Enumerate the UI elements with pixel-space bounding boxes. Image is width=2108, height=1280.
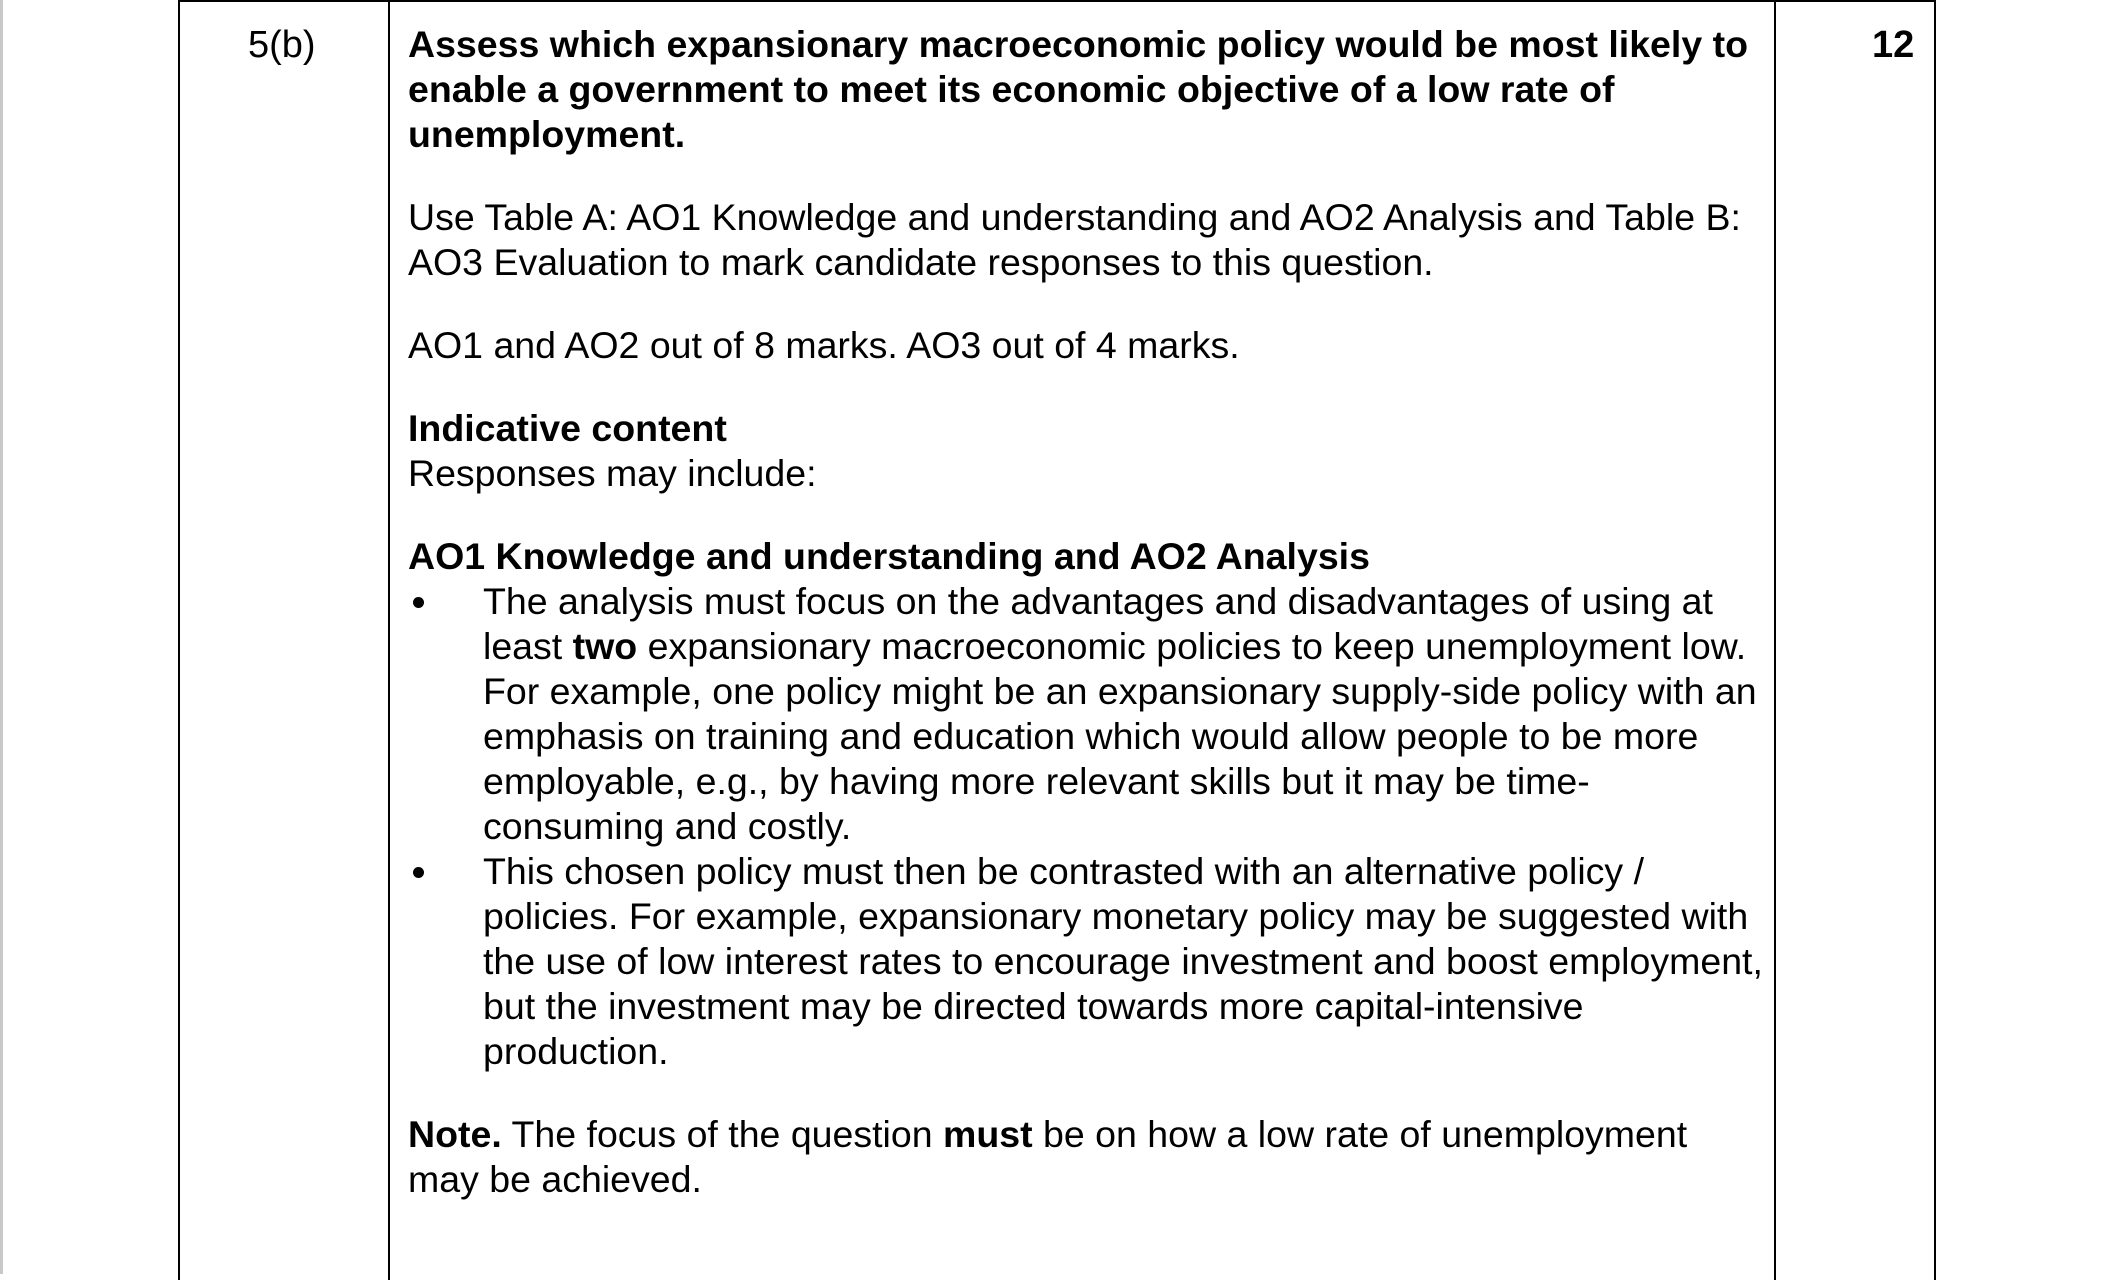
responses-intro: Responses may include: — [408, 452, 817, 494]
bullet-item-2 — [408, 849, 1768, 1074]
question-number: 5(b) — [248, 24, 316, 66]
bullet-2-text: This chosen policy must then be contrasted with an alternative policy / policies. For example, expansionary monetary policy may be suggested with the use of low interest rates to encourage investment and boost employment, but the investment may be directed towards more capital-intensive production. — [483, 850, 1763, 1072]
analysis-bullet-list — [408, 579, 1768, 1074]
question-text: Assess which expansionary macroeconomic policy would be most likely to enable a government to meet its economic objective of a low rate of unemployment. — [408, 23, 1749, 155]
bullet-icon — [413, 867, 424, 878]
marking-instruction: Use Table A: AO1 Knowledge and understanding and AO2 Analysis and Table B: AO3 Evaluation to mark candidate responses to this question. — [408, 196, 1741, 283]
marks-breakdown: AO1 and AO2 out of 8 marks. AO3 out of 4 marks. — [408, 324, 1240, 366]
question-marks: 12 — [1872, 24, 1915, 66]
page-edge — [0, 0, 3, 1274]
note-text-end: be on how a low rate of unemployment may be achieved. — [408, 1113, 1688, 1200]
bullet-icon — [413, 597, 424, 608]
note-label: Note. — [408, 1113, 502, 1155]
column-divider-left — [388, 0, 390, 1280]
note-emphasis: must — [943, 1113, 1033, 1155]
bullet-1-text-end: expansionary macroeconomic policies to keep unemployment low. For example, one policy might be an expansionary supply-side policy with an emphasis on training and education which would allow people to be more employable, e.g., by having more relevant skills but it may be time-consuming and costly. — [483, 625, 1757, 847]
bullet-item-1 — [408, 579, 1768, 849]
answer-guidance — [408, 22, 1768, 1202]
note-text-start: The focus of the question — [501, 1113, 944, 1155]
ao-heading: AO1 Knowledge and understanding and AO2 Analysis — [408, 535, 1370, 577]
column-divider-right — [1774, 0, 1776, 1280]
bullet-1-emphasis: two — [572, 625, 638, 667]
bullet-1-text-start: The analysis must focus on the advantages and disadvantages of using at least — [483, 580, 1713, 667]
indicative-content-heading: Indicative content — [408, 407, 727, 449]
note-paragraph — [408, 1112, 1768, 1202]
